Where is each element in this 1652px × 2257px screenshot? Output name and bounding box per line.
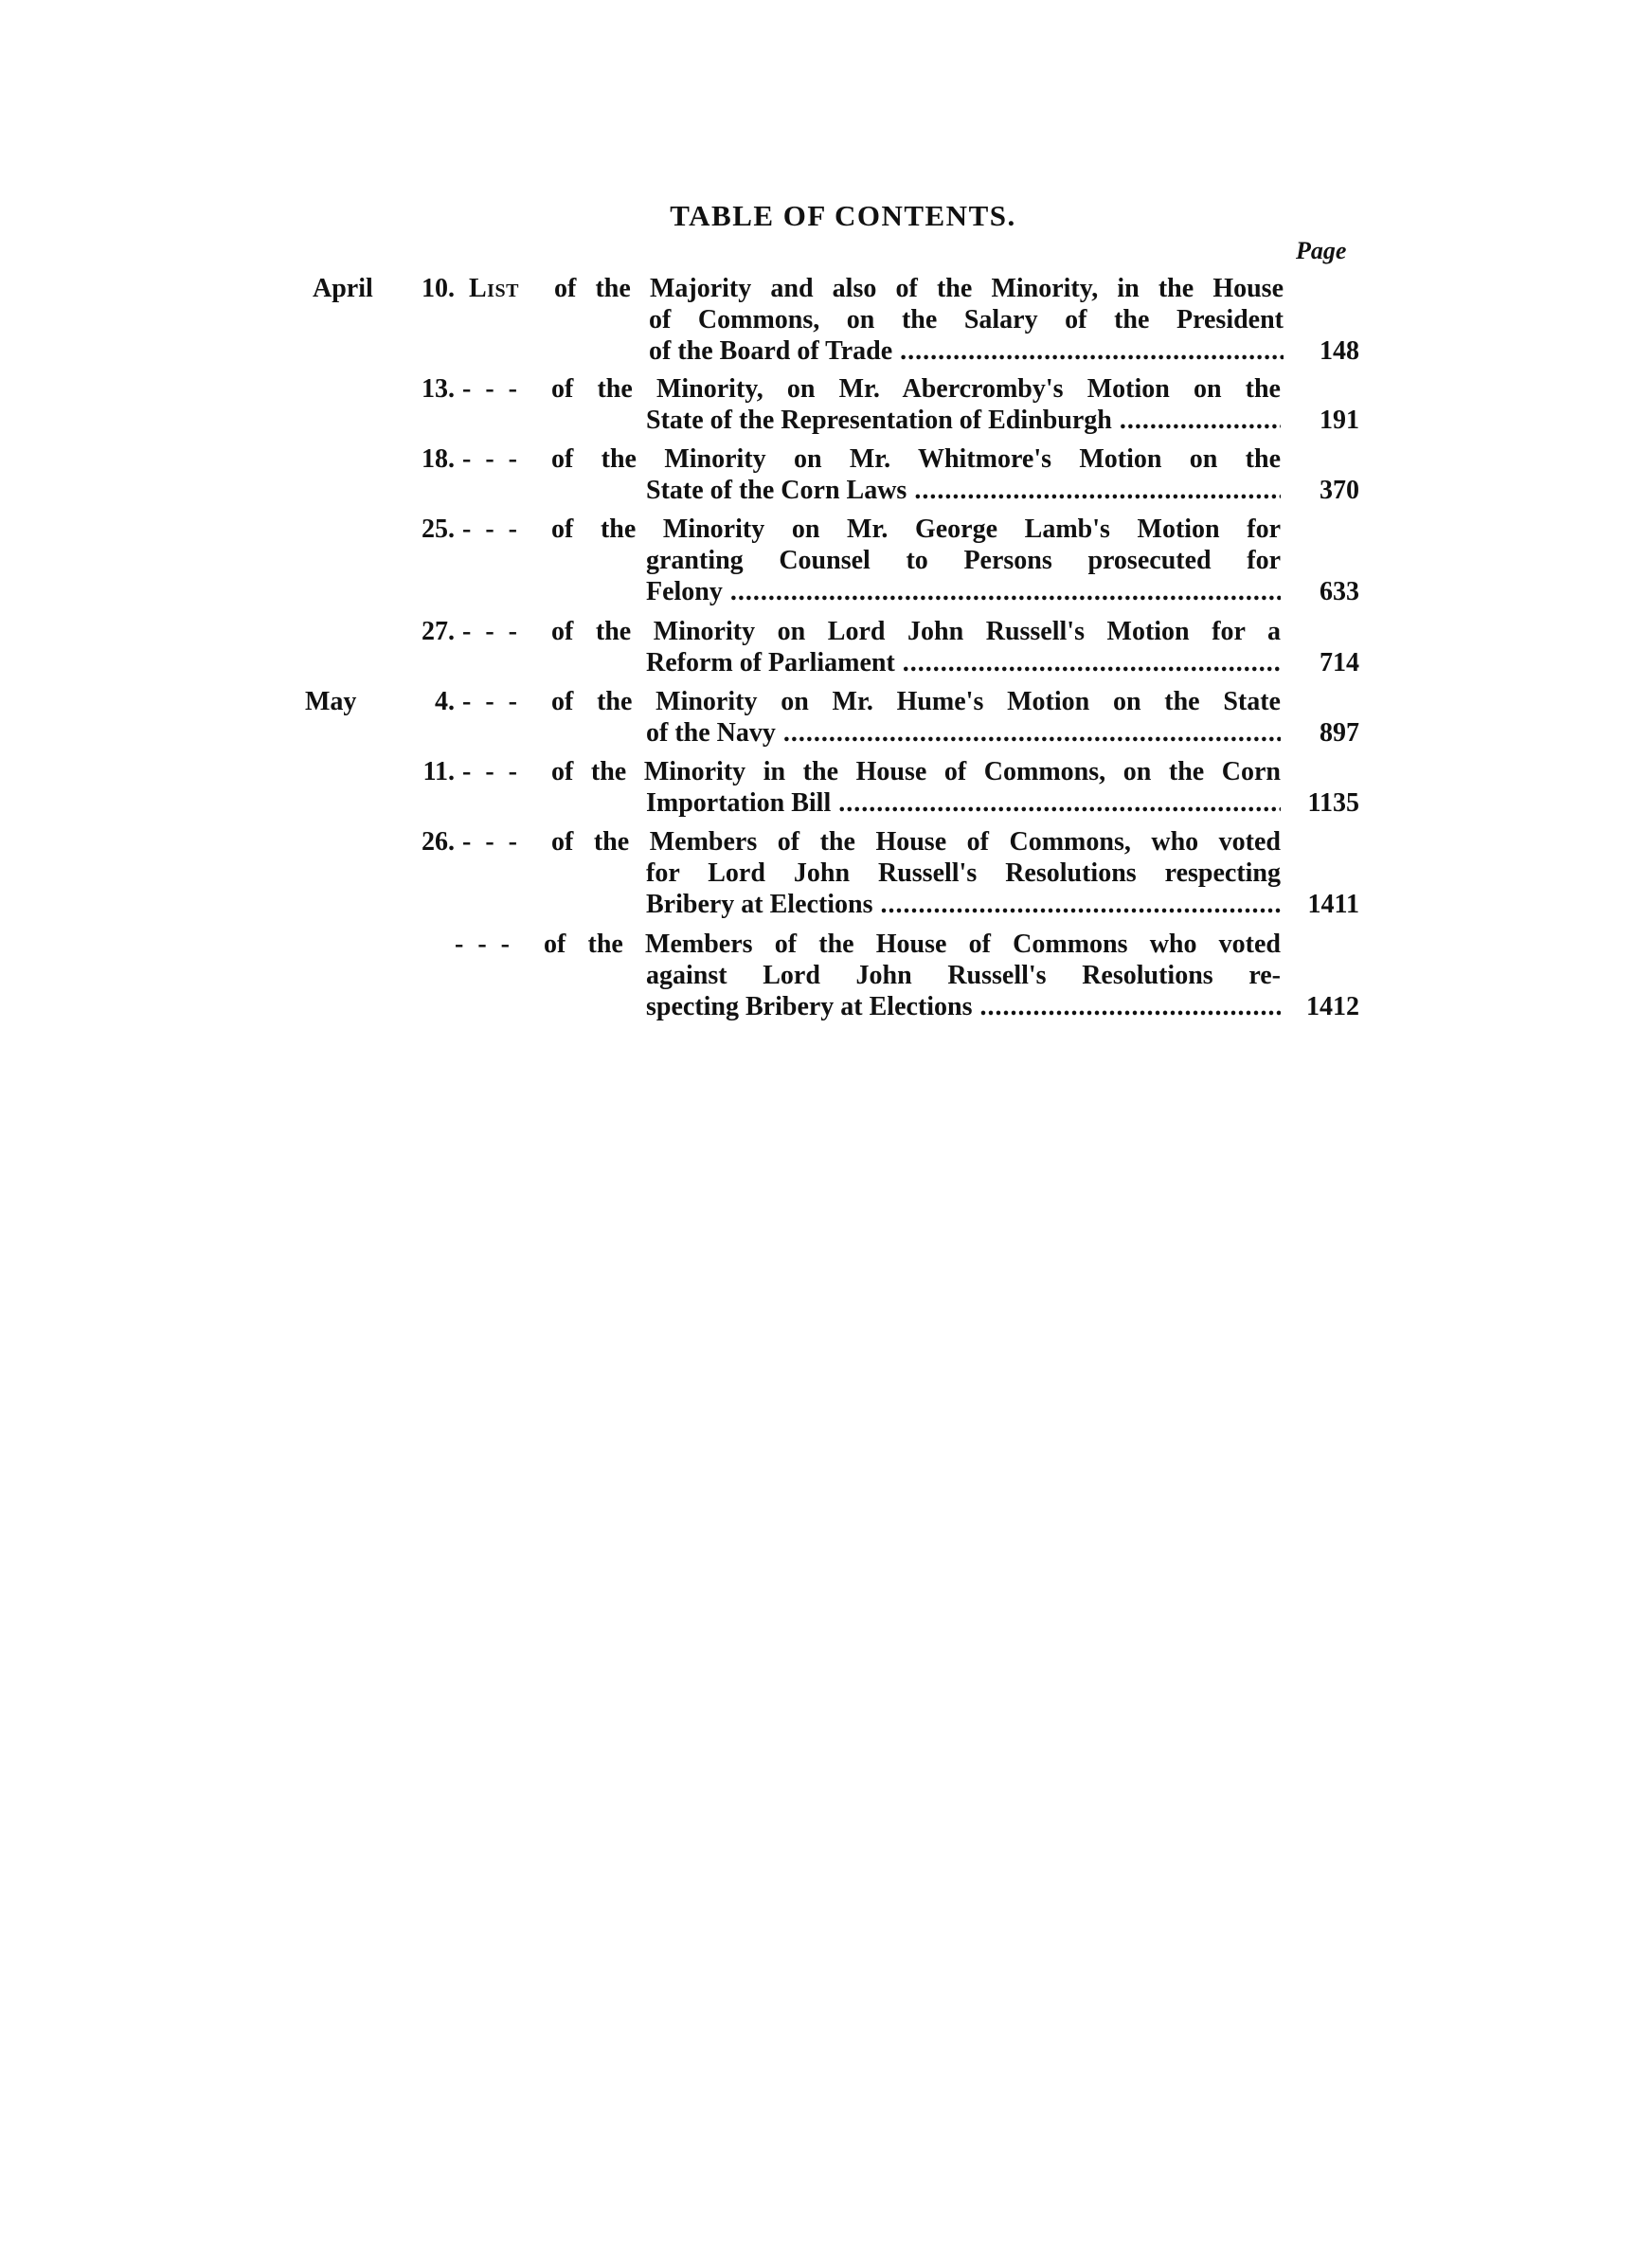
- entry-description: [544, 929, 1281, 1022]
- ditto-dashes: - - -: [462, 444, 521, 474]
- ditto-dashes: - - -: [462, 617, 521, 646]
- entry-line: of Commons, on the Salary of the President: [649, 305, 1284, 334]
- entry-line: [551, 686, 1281, 717]
- ditto-dashes: - - -: [462, 515, 521, 544]
- entry-line: [551, 787, 1281, 819]
- leader-dots: [1112, 406, 1281, 435]
- leader-dots: [973, 992, 1281, 1021]
- entry-text: Members of the House of Commons, who voted: [649, 827, 1281, 857]
- entry-day: 26.: [422, 827, 455, 857]
- entry-text: Minority on Mr. George Lamb's Motion for: [662, 515, 1281, 544]
- entry-prefix: of the: [551, 687, 633, 716]
- entry-lead: List: [469, 274, 519, 303]
- entry-page-number: 1411: [1307, 890, 1359, 919]
- entry-description: [554, 273, 1284, 367]
- entry-text: Minority, on Mr. Abercromby's Motion on the: [655, 374, 1281, 404]
- entry-description: [551, 443, 1281, 506]
- page-title: TABLE OF CONTENTS.: [670, 199, 1016, 232]
- entry-page-number: 370: [1320, 476, 1359, 505]
- entry-line: [551, 576, 1281, 607]
- entry-day: 18.: [422, 444, 455, 474]
- ditto-dashes: - - -: [462, 687, 521, 716]
- entry-description: [551, 616, 1281, 678]
- entry-prefix: of the: [551, 757, 627, 786]
- entry-prefix: of the: [551, 374, 633, 404]
- entry-line: [551, 616, 1281, 647]
- entry-text: Minority on Lord John Russell's Motion for a: [653, 617, 1281, 646]
- entry-text: Bribery at Elections: [646, 890, 873, 919]
- entry-day: 13.: [422, 374, 455, 404]
- entry-line: [544, 991, 1281, 1022]
- leader-dots: [895, 648, 1281, 677]
- entry-page-number: 148: [1320, 336, 1359, 366]
- entry-month: May: [305, 687, 357, 716]
- entry-prefix: of the: [544, 930, 623, 959]
- leader-dots: [723, 577, 1281, 606]
- leader-dots: [831, 788, 1281, 818]
- entry-prefix: of the: [551, 515, 637, 544]
- entry-line: [551, 889, 1281, 920]
- entry-line: [551, 475, 1281, 506]
- entry-text: of the Board of Trade: [649, 336, 893, 366]
- entry-description: [551, 686, 1281, 749]
- entry-page-number: 633: [1320, 577, 1359, 606]
- entry-text: Members of the House of Commons who voted: [645, 930, 1281, 959]
- entry-text: Majority and also of the Minority, in the House: [649, 274, 1284, 303]
- entry-text: Reform of Parliament: [646, 648, 895, 677]
- entry-line: [551, 373, 1281, 405]
- entry-line: for Lord John Russell's Resolutions respecting: [646, 858, 1281, 888]
- entry-line: against Lord John Russell's Resolutions re-: [646, 961, 1281, 990]
- page-column-label: Page: [1296, 237, 1347, 264]
- entry-line: [551, 756, 1281, 787]
- entry-text: specting Bribery at Elections: [646, 992, 973, 1021]
- entry-day: 27.: [422, 617, 455, 646]
- entry-description: [551, 756, 1281, 819]
- leader-dots: [873, 890, 1281, 919]
- entry-text: Minority on Mr. Hume's Motion on the State: [655, 687, 1281, 716]
- entry-page-number: 1135: [1307, 788, 1359, 818]
- entry-description: [551, 373, 1281, 436]
- entry-day: 4.: [435, 687, 455, 716]
- entry-month: April: [313, 274, 373, 303]
- ditto-dashes: - - -: [462, 757, 521, 786]
- ditto-dashes: - - -: [462, 827, 521, 857]
- entry-line: [554, 273, 1284, 304]
- entry-prefix: of the: [551, 827, 630, 857]
- entry-text: State of the Corn Laws: [646, 476, 907, 505]
- entry-page-number: 897: [1320, 718, 1359, 748]
- entry-text: Importation Bill: [646, 788, 832, 818]
- entry-description: [551, 514, 1281, 607]
- entry-page-number: 714: [1320, 648, 1359, 677]
- entry-text: Minority in the House of Commons, on the Corn: [643, 757, 1281, 786]
- leader-dots: [907, 476, 1281, 505]
- entry-line: [551, 717, 1281, 749]
- entry-page-number: 191: [1320, 406, 1359, 435]
- ditto-dashes: - - -: [455, 930, 513, 959]
- entry-prefix: of the: [551, 444, 637, 474]
- entry-day: 10.: [422, 274, 455, 303]
- entry-prefix: of the: [551, 617, 632, 646]
- leader-dots: [776, 718, 1281, 748]
- leader-dots: [892, 336, 1284, 366]
- entry-line: [551, 514, 1281, 545]
- entry-page-number: 1412: [1306, 992, 1359, 1021]
- entry-text: of the Navy: [646, 718, 776, 748]
- entry-line: [544, 929, 1281, 960]
- ditto-dashes: - - -: [462, 374, 521, 404]
- entry-line: [551, 443, 1281, 475]
- entry-line: [554, 335, 1284, 367]
- entry-line: [551, 647, 1281, 678]
- entry-line: [551, 826, 1281, 858]
- entry-day: 25.: [422, 515, 455, 544]
- entry-text: Minority on Mr. Whitmore's Motion on the: [664, 444, 1281, 474]
- entry-day: 11.: [422, 757, 455, 786]
- entry-description: [551, 826, 1281, 920]
- entry-line: granting Counsel to Persons prosecuted for: [646, 546, 1281, 575]
- entry-text: State of the Representation of Edinburgh: [646, 406, 1112, 435]
- entry-text: Felony: [646, 577, 723, 606]
- entry-prefix: of the: [554, 274, 631, 303]
- entry-line: [551, 405, 1281, 436]
